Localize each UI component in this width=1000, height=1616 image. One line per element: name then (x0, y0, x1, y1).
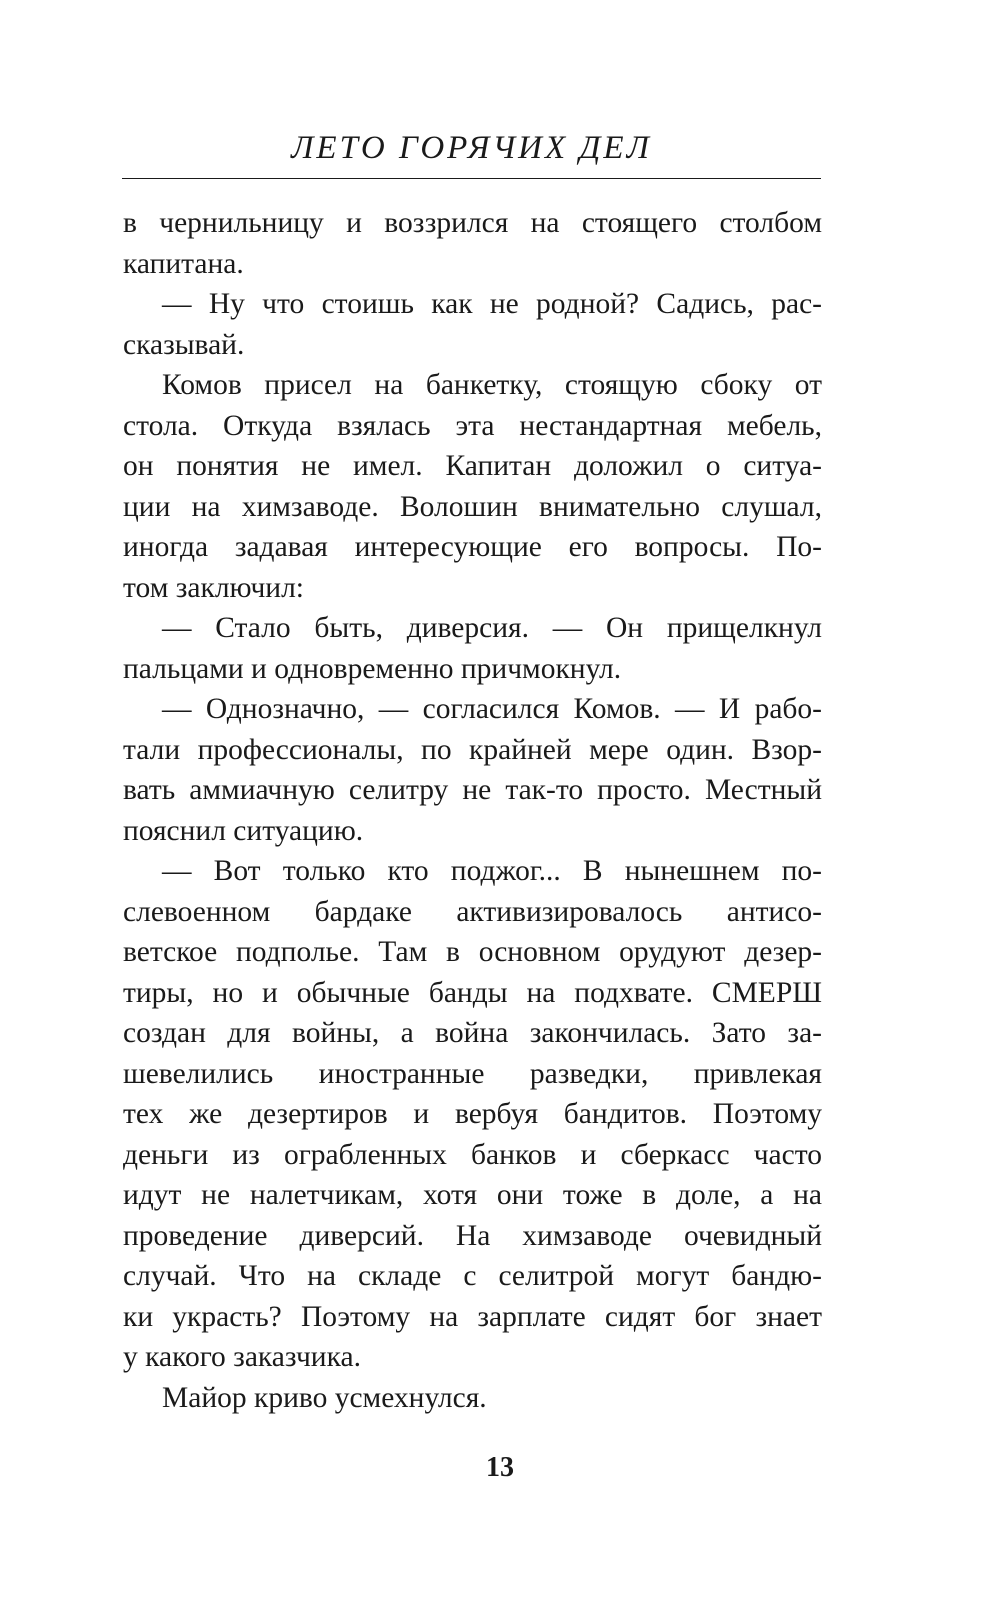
text-line: стола. Откуда взялась эта нестандартная мебель, (123, 409, 822, 442)
text-line: тали профессионалы, по крайней мере один. Взор- (123, 733, 822, 766)
text-line: тиры, но и обычные банды на подхвате. СМЕРШ (123, 976, 822, 1009)
text-line: том заключил: (123, 571, 304, 604)
text-line: тех же дезертиров и вербуя бандитов. Поэтому (123, 1098, 822, 1130)
text-line: пальцами и одновременно причмокнул. (123, 652, 622, 685)
running-title: ЛЕТО ГОРЯЧИХ ДЕЛ (291, 130, 652, 166)
text-line: сказывай. (123, 328, 245, 361)
text-line: в чернильницу и воззрился на стоящего столбом (123, 207, 822, 239)
text-line: слевоенном бардаке активизировалось антисо- (123, 895, 822, 928)
header-rule (122, 178, 821, 179)
text-line: шевелились иностранные разведки, привлекая (123, 1057, 822, 1090)
text-line: капитана. (123, 247, 244, 280)
page-number: 13 (486, 1452, 514, 1483)
text-line: у какого заказчика. (123, 1341, 361, 1373)
text-line: пояснил ситуацию. (123, 814, 364, 847)
text-line: проведение диверсий. На химзаводе очевидный (123, 1219, 822, 1252)
text-line: иногда задавая интересующие его вопросы. По- (123, 531, 822, 563)
text-line: Комов присел на банкетку, стоящую сбоку от (162, 369, 822, 401)
text-line: ки украсть? Поэтому на зарплате сидят бог знает (123, 1300, 822, 1333)
text-line: Майор криво усмехнулся. (162, 1381, 487, 1414)
text-line: идут не налетчикам, хотя они тоже в доле, а на (123, 1179, 822, 1211)
text-line: создан для войны, а война закончилась. Зато за- (123, 1017, 822, 1049)
text-line: — Ну что стоишь как не родной? Садись, рас- (162, 288, 822, 320)
text-line: деньги из ограбленных банков и сберкасс часто (123, 1138, 822, 1171)
text-line: — Стало быть, диверсия. — Он прищелкнул (162, 612, 822, 644)
text-line: — Вот только кто поджог... В нынешнем по- (162, 855, 822, 887)
text-line: ветское подполье. Там в основном орудуют дезер- (123, 936, 822, 968)
text-line: — Однозначно, — согласился Комов. — И рабо- (162, 693, 822, 725)
text-line: он понятия не имел. Капитан доложил о ситуа- (123, 450, 822, 482)
text-line: вать аммиачную селитру не так-то просто. Местный (123, 774, 822, 806)
body-text (123, 203, 822, 1418)
text-line: случай. Что на складе с селитрой могут бандю- (123, 1260, 822, 1292)
text-line: ции на химзаводе. Волошин внимательно слушал, (123, 490, 822, 523)
